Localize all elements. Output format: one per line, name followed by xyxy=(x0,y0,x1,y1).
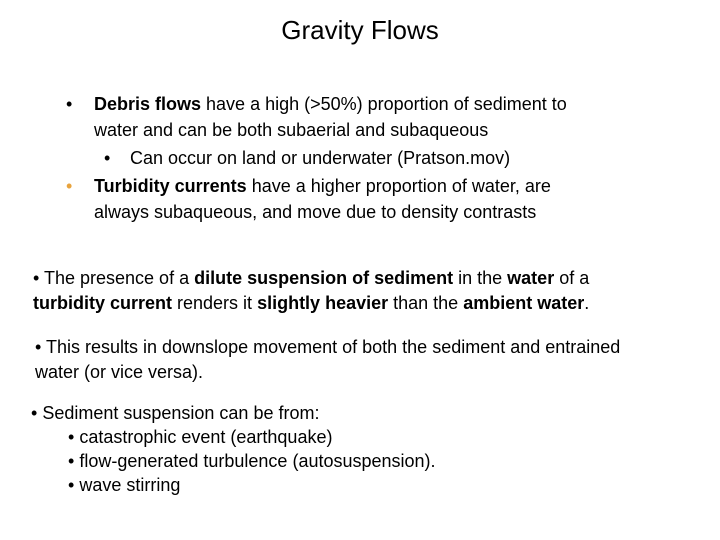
debris-flows-line-2: water and can be both subaerial and subaqueous xyxy=(94,120,489,140)
bullet: • xyxy=(68,475,75,495)
suspension-source-earthquake: • catastrophic event (earthquake) xyxy=(68,427,333,447)
debris-flows-subpoint: • Can occur on land or underwater (Pratson.mov) xyxy=(104,148,511,168)
turbidity-currents-term: Turbidity currents xyxy=(94,176,247,196)
slide-title: Gravity Flows xyxy=(281,15,439,45)
bullet: • xyxy=(68,451,75,471)
bullet: • xyxy=(66,94,73,114)
sediment-suspension-heading: • Sediment suspension can be from: xyxy=(31,403,320,423)
orange-bullet: • xyxy=(66,176,73,196)
turbidity-currents-line-1: • Turbidity currents have a higher proportion of water, are xyxy=(66,176,551,196)
debris-flows-line-1: • Debris flows have a high (>50%) proportion of sediment to xyxy=(66,94,567,114)
downslope-line-1: • This results in downslope movement of both the sediment and entrained xyxy=(35,337,621,357)
bullet: • xyxy=(35,337,42,357)
bullet: • xyxy=(31,403,38,423)
suspension-source-turbulence: • flow-generated turbulence (autosuspension). xyxy=(68,451,436,471)
dilute-suspension-line-2: turbidity current renders it slightly heavier than the ambient water. xyxy=(33,293,590,313)
bullet: • xyxy=(33,268,40,288)
turbidity-currents-line-2: always subaqueous, and move due to density contrasts xyxy=(94,202,537,222)
suspension-source-waves: • wave stirring xyxy=(68,475,181,495)
debris-flows-term: Debris flows xyxy=(94,94,202,114)
bullet: • xyxy=(68,427,75,447)
sub-bullet: • xyxy=(104,148,111,168)
dilute-suspension-line-1: • The presence of a dilute suspension of sediment in the water of a xyxy=(33,268,590,288)
downslope-line-2: water (or vice versa). xyxy=(35,362,204,382)
